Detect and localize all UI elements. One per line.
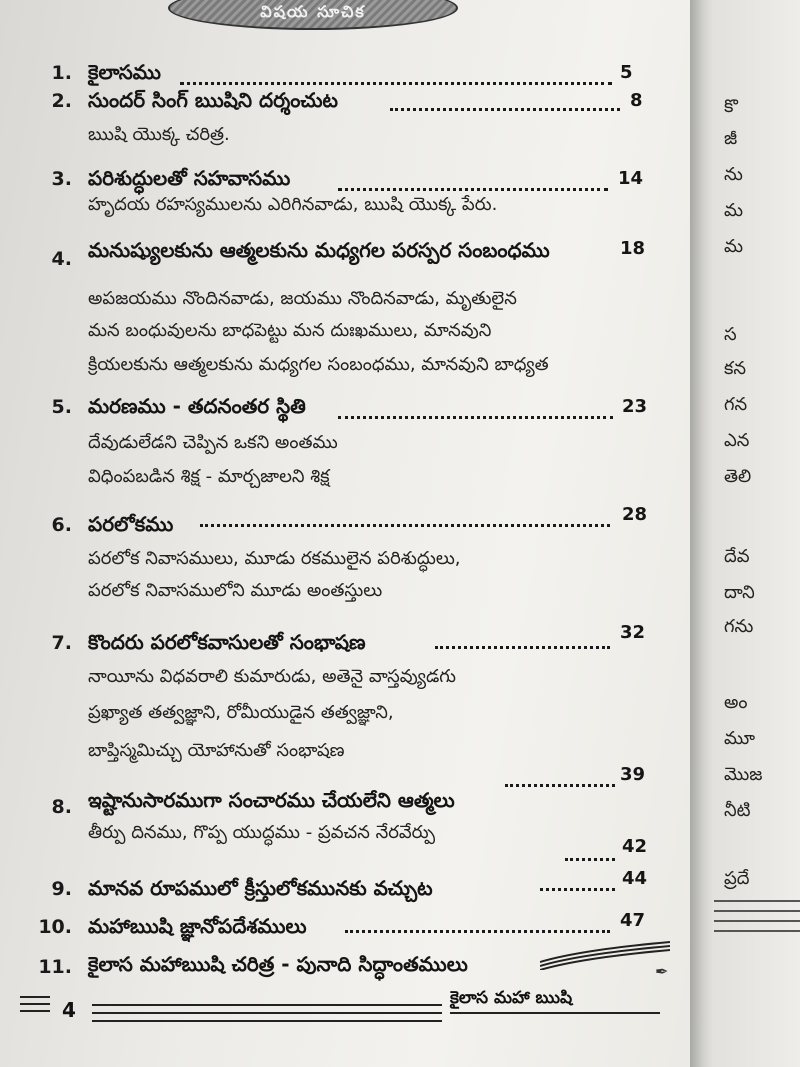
facing-text: మొజ: [724, 764, 763, 785]
entry-title: మానవ రూపములో క్రీస్తులోకమునకు వచ్చుట: [88, 876, 433, 900]
leader-dots: [435, 646, 610, 649]
entry-title: పరిశుద్ధులతో సహవాసము: [88, 166, 291, 190]
entry-number: 4.: [51, 248, 72, 270]
entry-2-sub-1: ఋషి యొక్క చరిత్ర.: [88, 124, 230, 145]
toc-entry-8[interactable]: [0, 764, 690, 818]
facing-text: గను: [724, 616, 754, 637]
entry-7-sub-3: బాప్తిస్మమిచ్చు యోహానుతో సంభాషణ: [88, 740, 345, 761]
facing-text: అం: [724, 692, 748, 713]
entry-number: 11.: [38, 956, 72, 978]
toc-entry-5[interactable]: [0, 390, 690, 426]
entry-title: ఇష్టానుసారముగా సంచారము చేయలేని ఆత్మలు: [88, 788, 455, 812]
entry-title: కైలాసము: [88, 60, 161, 84]
facing-text: మూ: [724, 728, 756, 749]
entry-number: 7.: [51, 632, 72, 654]
toc-entry-9[interactable]: [0, 868, 690, 904]
footer-rule: [92, 1020, 442, 1022]
facing-rules: [714, 900, 800, 940]
entry-7-sub-2: ప్రఖ్యాత తత్వజ్ఞాని, రోమీయుడైన తత్వజ్ఞాని,: [88, 702, 394, 723]
entry-title: కైలాస మహాఋషి చరిత్ర - పునాది సిద్ధాంతములు: [88, 952, 468, 976]
facing-text: స: [724, 324, 737, 345]
toc-entry-6[interactable]: [0, 504, 690, 540]
entry-number: 10.: [38, 916, 72, 938]
toc-entry-4[interactable]: [0, 232, 690, 268]
entry-number: 5.: [51, 396, 72, 418]
leader-dots: [345, 930, 610, 933]
entry-page: 8: [630, 90, 643, 111]
entry-number: 3.: [51, 168, 72, 190]
entry-number: 6.: [51, 514, 72, 536]
facing-page: [714, 0, 800, 1067]
pen-icon: ✒: [655, 962, 669, 981]
book-gutter: [690, 0, 714, 1067]
entry-page: 5: [620, 62, 633, 83]
entry-page: 14: [618, 168, 644, 189]
entry-title: పరలోకము: [88, 512, 174, 536]
toc-entry-10[interactable]: [0, 906, 690, 942]
leader-dots: [200, 524, 610, 527]
entry-number: 9.: [51, 878, 72, 900]
toc-title: విషయ సూచిక: [168, 0, 458, 30]
facing-text: గన: [724, 394, 748, 415]
facing-text: దేవ: [724, 546, 750, 567]
entry-number: 2.: [51, 90, 72, 112]
leader-dots: [338, 416, 613, 419]
entry-page: 32: [620, 622, 646, 643]
entry-6-sub-2: పరలోక నివాసములోని మూడు అంతస్తులు: [88, 580, 383, 601]
facing-text: నీటి: [724, 800, 751, 821]
entry-number: 8.: [51, 796, 72, 818]
entry-4-sub-2: మన బంధువులను బాధపెట్టు మన దుఃఖములు, మానవుని: [88, 320, 492, 341]
entry-page: 47: [620, 910, 646, 931]
entry-title: మహాఋషి జ్ఞానోపదేశములు: [88, 914, 307, 938]
entry-7-sub-1: నాయీను విధవరాలి కుమారుడు, అతెనై వాస్తవ్యుడగు: [88, 666, 457, 687]
leader-dots: [390, 108, 620, 111]
footer-rule-left: [20, 996, 50, 1017]
toc-entry-2[interactable]: [0, 80, 690, 116]
entry-6-sub-1: పరలోక నివాసములు, మూడు రకములైన పరిశుద్ధులు,: [88, 548, 461, 569]
entry-8-sub-1: తీర్పు దినము, గొప్ప యుద్ధము - ప్రవచన నేరవేర్పు: [88, 822, 436, 843]
footer-rule: [92, 1012, 442, 1014]
facing-text: జీ: [724, 128, 738, 149]
facing-text: ఎన: [724, 430, 750, 451]
facing-text: కొ: [724, 96, 738, 117]
entry-title: కొందరు పరలోకవాసులతో సంభాషణ: [88, 630, 366, 654]
entry-page: 44: [622, 868, 648, 889]
leader-dots: [338, 188, 608, 191]
entry-5-sub-1: దేవుడులేడని చెప్పిన ఒకని అంతము: [88, 432, 338, 453]
facing-text: కన: [724, 358, 747, 379]
extra-page-42: 42: [622, 836, 648, 857]
entry-page: 18: [620, 238, 646, 259]
entry-page: 39: [620, 764, 646, 785]
entry-4-sub-3: క్రియలకును ఆత్మలకును మధ్యగల సంబంధము, మానవుని బాధ్యత: [88, 354, 549, 375]
toc-entry-3[interactable]: [0, 162, 690, 198]
entry-5-sub-2: విధింపబడిన శిక్ష - మార్చజాలని శిక్ష: [88, 466, 330, 487]
footer-rule: [92, 1004, 442, 1006]
facing-text: మ: [724, 236, 744, 257]
entry-title: మనుష్యులకును ఆత్మలకును మధ్యగల పరస్పర సంబంధము: [88, 238, 550, 262]
leader-dots: [540, 888, 615, 891]
footer-rule: [450, 1012, 660, 1014]
flourish-ornament: [540, 940, 670, 970]
facing-text: దాని: [724, 582, 755, 603]
entry-4-sub-1: అపజయము నొందినవాడు, జయము నొందినవాడు, మృతులైన: [88, 288, 517, 309]
facing-text: తెలి: [724, 466, 752, 487]
facing-text: ను: [724, 164, 743, 185]
entry-page: 23: [622, 396, 648, 417]
book-title: కైలాస మహా ఋషి: [450, 988, 573, 1008]
page-number: 4: [62, 998, 76, 1022]
entry-number: 1.: [51, 62, 72, 84]
entry-title: మరణము - తదనంతర స్థితి: [88, 394, 306, 418]
facing-text: ప్రదే: [724, 868, 750, 889]
entry-page: 28: [622, 504, 648, 525]
leader-dots: [565, 858, 615, 861]
facing-text: మ: [724, 200, 744, 221]
entry-title: సుందర్ సింగ్ ఋషిని దర్శంచుట: [88, 88, 338, 112]
toc-entry-7[interactable]: [0, 622, 690, 658]
entry-3-sub-1: హృదయ రహస్యములను ఎరిగినవాడు, ఋషి యొక్క పేరు.: [88, 194, 498, 215]
leader-dots: [505, 784, 615, 787]
